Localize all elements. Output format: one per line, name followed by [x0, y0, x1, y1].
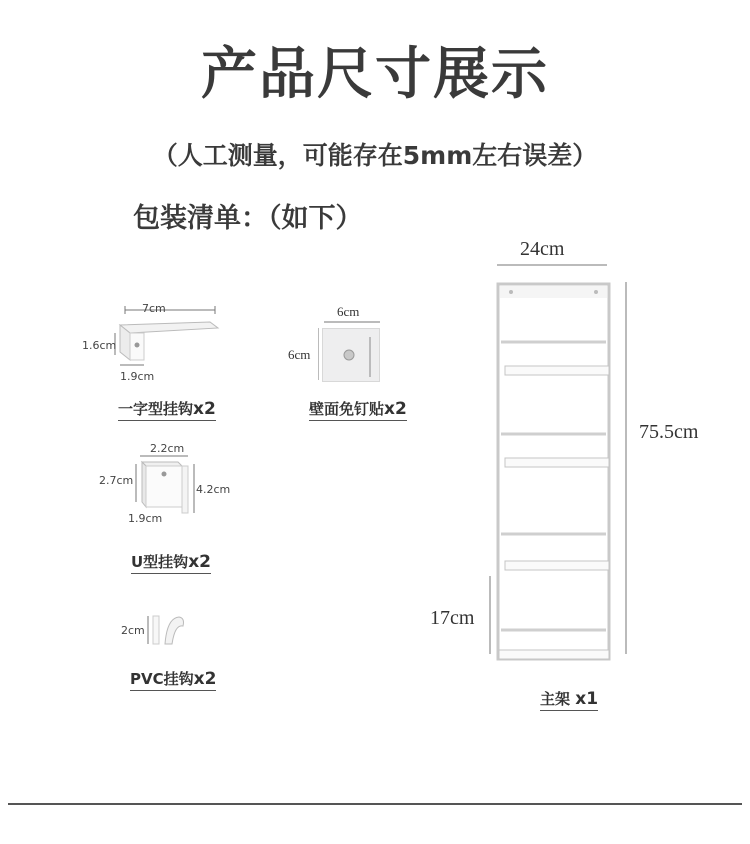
- u-hook-back-height: 4.2cm: [196, 483, 231, 496]
- straight-hook-illustration: [110, 300, 240, 375]
- pvc-hook-height: 2cm: [121, 624, 145, 637]
- u-hook-front-height: 2.7cm: [99, 474, 134, 487]
- adhesive-pad-label: 壁面免钉贴x2: [309, 399, 407, 419]
- u-hook-depth: 1.9cm: [128, 512, 163, 525]
- adhesive-pad-height: 6cm: [288, 347, 311, 362]
- main-rack-illustration: [485, 258, 635, 668]
- u-hook-illustration: [130, 452, 200, 517]
- adhesive-pad-dimension-lines: [318, 318, 388, 388]
- measurement-note: （人工测量，可能存在5mm左右误差）: [152, 141, 598, 170]
- main-rack-height: 75.5cm: [639, 421, 699, 443]
- straight-hook-length: 7cm: [142, 302, 166, 315]
- main-rack-label: 主架 x1: [540, 689, 599, 709]
- u-hook-label: U型挂钩x2: [131, 552, 211, 572]
- main-rack-width: 24cm: [520, 238, 565, 260]
- straight-hook-label: 一字型挂钩x2: [118, 399, 216, 419]
- straight-hook-depth: 1.9cm: [120, 370, 155, 383]
- adhesive-pad-width: 6cm: [337, 304, 360, 319]
- bottom-divider: [8, 803, 742, 805]
- u-hook-width: 2.2cm: [150, 442, 185, 455]
- straight-hook-height: 1.6cm: [82, 339, 117, 352]
- page-title: 产品尺寸展示: [201, 42, 549, 107]
- pvc-hook-illustration: [145, 612, 190, 652]
- packing-list-heading: 包装清单：（如下）: [133, 203, 363, 234]
- main-rack-bottom-spacing: 17cm: [430, 607, 475, 629]
- pvc-hook-label: PVC挂钩x2: [130, 669, 217, 689]
